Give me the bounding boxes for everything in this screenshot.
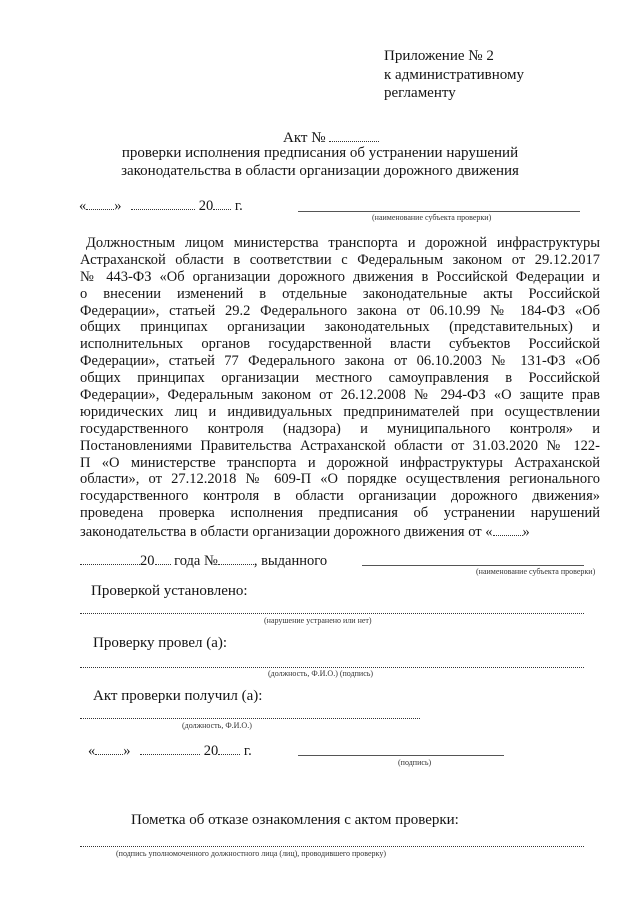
body-text-1: года № xyxy=(174,553,218,569)
body-line: Федерации», статьей 77 Федерального закона от 06.10.2003 № 131-ФЗ «Об xyxy=(80,353,600,370)
body-line: проведена проверка исполнения предписания об устранении нарушений xyxy=(80,505,600,522)
date-close-quote: » xyxy=(114,198,122,214)
body-number-blank xyxy=(218,551,254,565)
body-line: Федерации», статьей 29.2 Федерального закона от 06.10.99 № 184-ФЗ «Об xyxy=(80,302,600,319)
refusal-caption: (подпись уполномоченного должностного лица (лиц), проводившего проверку) xyxy=(116,849,386,858)
date-month-blank xyxy=(131,196,195,210)
date-year-suffix: г. xyxy=(234,198,243,214)
subject-line xyxy=(298,211,580,212)
body-year: 20 xyxy=(140,553,155,569)
appendix-line-1: Приложение № 2 xyxy=(384,48,494,64)
recipient-line xyxy=(80,718,420,719)
act-label: Акт № xyxy=(283,130,326,146)
date-day-blank xyxy=(86,196,114,210)
appendix-line-2: к административному xyxy=(384,66,524,83)
recipient-signature-caption: (подпись) xyxy=(398,758,432,767)
body-subject-line xyxy=(362,565,584,566)
date-year-blank xyxy=(213,196,231,210)
inspector-caption: (должность, Ф.И.О.) (подпись) xyxy=(268,669,374,678)
recipient-year-prefix: 20 xyxy=(203,743,219,759)
body-line: государственного контроля (надзора) и муниципального контроля» и xyxy=(80,420,600,437)
body-line: о внесении изменений в отдельные законодательные акты Российской xyxy=(80,285,600,302)
recipient-caption: (должность, Ф.И.О.) xyxy=(182,721,252,730)
act-number-blank xyxy=(329,128,379,142)
body-line: Астраханской области в соответствии с Федеральным законом от 29.12.2017 xyxy=(80,251,600,268)
body-line: Постановлениями Правительства Астраханской области от 31.03.2020 № 122- xyxy=(80,437,600,454)
recipient-day-blank xyxy=(95,741,123,755)
body-text-2: , выданного xyxy=(253,553,328,569)
body-line: общих принципах организации законодательных (представительных) и xyxy=(80,319,600,336)
recipient-close-quote: » xyxy=(123,743,131,759)
document-heading-line-1: проверки исполнения предписания об устранении нарушений xyxy=(121,145,519,161)
body-line: области», от 27.12.2018 № 609-П «О порядке осуществления регионального xyxy=(80,471,600,488)
body-day-blank xyxy=(493,522,523,536)
body-line: общих принципах организации местного самоуправления в Российской xyxy=(80,370,600,387)
recipient-month-blank xyxy=(140,741,200,755)
recipient-open-quote: « xyxy=(88,743,96,759)
body-last-line xyxy=(80,551,327,570)
findings-caption: (нарушение устранено или нет) xyxy=(264,616,372,625)
appendix-block xyxy=(384,47,524,103)
date-row xyxy=(79,196,243,215)
inspector-line xyxy=(80,667,584,668)
appendix-line-3: регламенту xyxy=(384,85,456,101)
body-line: Федерации», Федеральным законом от 26.12.2008 № 294-ФЗ «О защите прав xyxy=(80,387,600,404)
recipient-signature-line xyxy=(298,755,504,756)
body-line: юридических лиц и индивидуальных предпринимателей при осуществлении xyxy=(80,403,600,420)
refusal-line xyxy=(80,846,584,847)
refusal-label: Пометка об отказе ознакомления с актом проверки: xyxy=(131,812,459,828)
body-line-with-date: законодательства в области организации дорожного движения от « » xyxy=(80,524,530,541)
body-line: Должностным лицом министерства транспорта и дорожной инфраструктуры xyxy=(86,235,600,251)
document-heading-line-2: законодательства в области организации дорожного движения xyxy=(121,163,519,179)
body-line: государственного контроля в области организации дорожного движения» xyxy=(80,488,600,505)
body-month-blank xyxy=(80,551,140,565)
body-line: № 443-ФЗ «Об организации дорожного движения в Российской Федерации и xyxy=(80,268,600,285)
recipient-label: Акт проверки получил (а): xyxy=(93,688,263,704)
body-paragraph xyxy=(80,235,600,539)
body-line: законодательства в области организации дорожного движения от « xyxy=(80,524,493,541)
date-year-prefix: 20 xyxy=(198,198,214,214)
subject-caption: (наименование субъекта проверки) xyxy=(372,213,492,222)
findings-line xyxy=(80,613,584,614)
body-subject-caption: (наименование субъекта проверки) xyxy=(476,567,596,576)
findings-label: Проверкой установлено: xyxy=(91,583,248,599)
recipient-year-suffix: г. xyxy=(243,743,252,759)
recipient-year-blank xyxy=(218,741,240,755)
body-line: исполнительных органов государственной власти субъектов Российской xyxy=(80,336,600,353)
recipient-date-row xyxy=(88,741,252,760)
date-open-quote: « xyxy=(79,198,87,214)
body-year-blank xyxy=(155,551,171,565)
body-line: П «О министерстве транспорта и дорожной инфраструктуры Астраханской xyxy=(80,454,600,471)
inspector-label: Проверку провел (а): xyxy=(93,635,228,651)
